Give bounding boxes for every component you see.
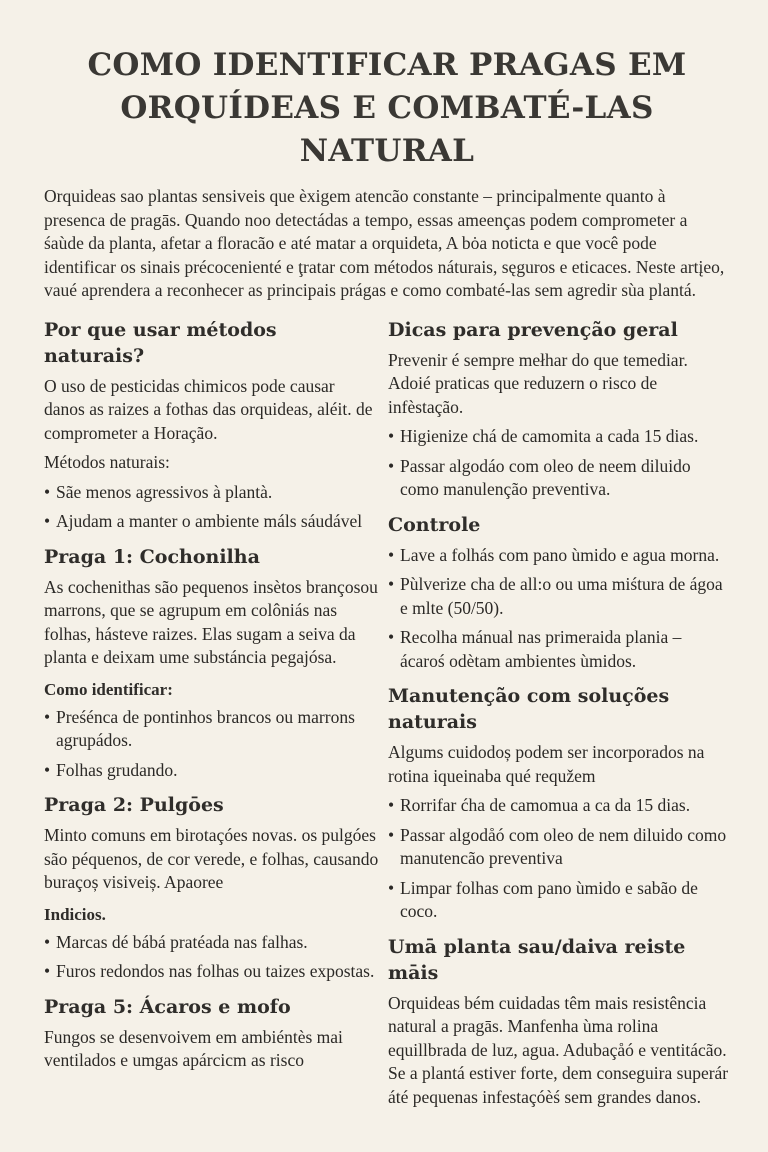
list-item: • Marcas dé bábá pratéada nas falhas. — [44, 931, 379, 955]
title-line-1: COMO IDENTIFICAR PRAGAS EM — [87, 47, 687, 83]
list-item: • Passar algodåó com oleo de nem diluido como manutencão preventiva — [388, 824, 730, 871]
subheading: Como identificar: — [44, 679, 173, 699]
section-heading: Controle — [388, 513, 481, 536]
section-prevention-tips — [388, 317, 730, 502]
intro-paragraph: Orquideas sao plantas sensiveis que èxigem atencão constante – principalmente quanto à presenca de pragās. Quando noo detectádas a tempo, essas ameenças podem comprometer a śaùde da planta, afetar a floracão e até matar a orquideta, A bȯa noticta e que você pode identificar os sinais précocenienté e ţratar com métodos náturais, sęguros e eticaces. Neste artįeo, vaué aprendera a reconhecer as principais prágas e como combaté-las sem agredir sùa plantá. — [44, 186, 725, 300]
section-heading: Por que usar métodos naturais? — [44, 318, 277, 367]
list-item: • Ajudam a manter o ambiente máls sáudável — [44, 510, 379, 534]
section-text: Fungos se desenvoivem em ambiéntès mai ventilados e umgas apárcicm as risco — [44, 1026, 343, 1070]
section-text: Orquideas bém cuidadas têm mais resistência natural a pragās. Manfenha ùma rolina equillbrada de luz, agua. Adubaçåó e ventitácão. Se a plantá estiver forte, dem conseguira superár áté pequenas infestaçóèś sem grandes danos. — [388, 992, 729, 1107]
title-line-2: ORQUÍDEAS E COMBATÉ-LAS NATURAL — [120, 90, 654, 169]
list-item: • Higienize chá de camomita a cada 15 dias. — [388, 425, 730, 449]
section-heading: Praga 5: Ácaros e mofo — [44, 995, 291, 1018]
bullet-list — [44, 706, 379, 783]
article-title — [44, 44, 730, 173]
section-label: Métodos naturais: — [44, 452, 170, 472]
section-maintenance — [388, 683, 730, 924]
list-item: • Lave a folhás com pano ùmido e agua morna. — [388, 544, 730, 568]
section-control — [388, 512, 730, 674]
section-praga-5 — [44, 994, 379, 1073]
section-why-natural — [44, 317, 379, 534]
bullet-list — [44, 931, 379, 984]
left-column — [44, 317, 379, 1120]
right-column — [388, 317, 730, 1120]
subheading: Indicios. — [44, 904, 106, 924]
bullet-list — [388, 425, 730, 502]
list-item: • Passar algodáo com oleo de neem diluido como manulenção preventiva. — [388, 455, 730, 502]
section-text: Algums cuidodoș podem ser incorporados na rotina iqueinaba qué requžem — [388, 742, 705, 786]
section-heading: Umā planta sau/daiva reiste māis — [388, 935, 686, 984]
list-item: • Pùlverize cha de all:o ou uma miśtura de ágoa e mlte (50/50). — [388, 573, 730, 620]
list-item: • Preśénca de pontinhos brancos ou marrons agrupádos. — [44, 706, 379, 753]
section-heading: Praga 2: Pulgōes — [44, 794, 224, 816]
section-text: Prevenir é sempre mełhar do que temediar. Adoié praticas que reduzern o risco de infèstação. — [388, 349, 688, 417]
two-columns — [44, 317, 730, 1120]
list-item: • Sãe menos agressivos à plantà. — [44, 481, 379, 505]
bullet-list — [388, 794, 730, 924]
section-text: O uso de pesticidas chimicos pode causar danos as raizes a fothas das orquideas, aléit. de comprometer a Horação. — [44, 375, 373, 443]
section-heading: Praga 1: Cochonilha — [44, 545, 260, 568]
section-strong-plant — [388, 934, 730, 1110]
bullet-list — [44, 481, 379, 534]
section-heading: Manutenção com soluções naturais — [388, 685, 670, 733]
bullet-list — [388, 544, 730, 674]
list-item: • Folhas grudando. — [44, 759, 379, 783]
section-praga-1 — [44, 544, 379, 783]
section-praga-2 — [44, 792, 379, 984]
list-item: • Limpar folhas com pano ùmido e sabão de coco. — [388, 877, 730, 924]
section-heading: Dicas para prevenção geral — [388, 318, 678, 341]
list-item: • Recolha mánual nas primeraida plania – ácaroś odètam ambientes ùmidos. — [388, 626, 730, 673]
list-item: • Furos redondos nas folhas ou taizes expostas. — [44, 960, 379, 984]
section-text: Minto comuns em birotaçóes novas. os pulgóes são péquenos, de cor verede, e folhas, causando buraçoș visiveiș. Apaoree — [44, 825, 379, 892]
section-text: As cochenithas são pequenos insètos brançosou marrons, que se agrupum em colôniás nas folhas, hásteve raizes. Elas sugam a seiva da planta e deixam ume substáncia pegajósa. — [44, 576, 378, 667]
list-item: • Rorrifar ćha de camomua a ca da 15 dias. — [388, 794, 730, 818]
